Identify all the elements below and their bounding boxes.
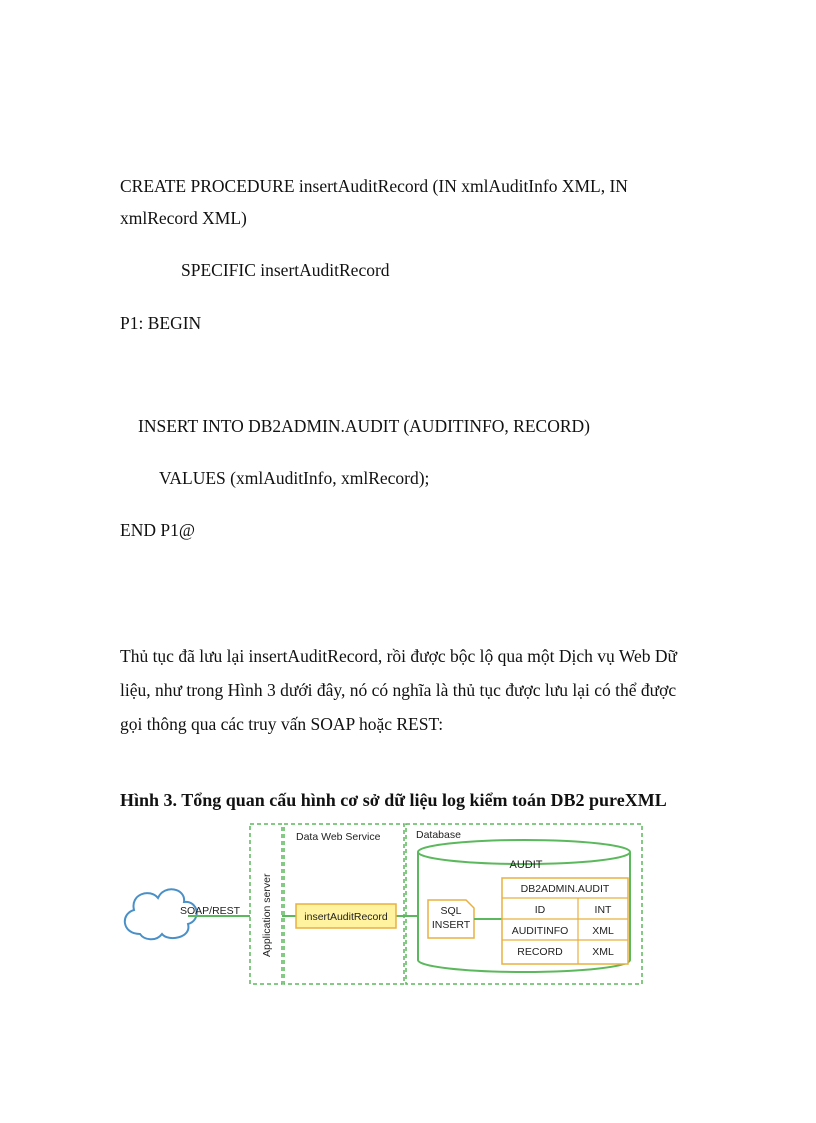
- code-line-1: CREATE PROCEDURE insertAuditRecord (IN xmlAuditInfo XML, IN: [120, 176, 628, 196]
- table-header: DB2ADMIN.AUDIT: [520, 883, 610, 895]
- code-line-6: VALUES (xmlAuditInfo, xmlRecord);: [159, 468, 430, 488]
- table-row-1-name: ID: [534, 904, 546, 916]
- sql-line-2: INSERT: [431, 919, 471, 931]
- table-row-3-type: XML: [592, 946, 614, 958]
- paragraph-line-3: gọi thông qua các truy vấn SOAP hoặc REST:: [120, 714, 444, 734]
- table-row-1-type: INT: [594, 904, 612, 916]
- app-server-label: Application server: [261, 873, 273, 957]
- table-row-3-name: RECORD: [517, 946, 563, 958]
- architecture-diagram: [118, 822, 648, 990]
- table-row-2-name: AUDITINFO: [511, 925, 569, 937]
- code-line-3: SPECIFIC insertAuditRecord: [181, 260, 390, 280]
- code-line-4: P1: BEGIN: [120, 313, 202, 333]
- audit-label: AUDIT: [509, 859, 543, 871]
- procedure-label: insertAuditRecord: [304, 911, 388, 923]
- table-row-2-type: XML: [592, 925, 614, 937]
- paragraph-line-2: liệu, như trong Hình 3 dưới đây, nó có nghĩa là thủ tục được lưu lại có thể được: [120, 680, 677, 700]
- sql-line-1: SQL: [440, 905, 462, 917]
- soap-rest-label: SOAP/REST: [180, 905, 241, 917]
- code-line-5: INSERT INTO DB2ADMIN.AUDIT (AUDITINFO, RECORD): [138, 416, 590, 436]
- code-line-7: END P1@: [120, 520, 195, 540]
- code-line-2: xmlRecord XML): [120, 208, 247, 228]
- figure-caption: Hình 3. Tổng quan cấu hình cơ sở dữ liệu log kiểm toán DB2 pureXML: [120, 790, 667, 810]
- paragraph-line-1: Thủ tục đã lưu lại insertAuditRecord, rồi được bộc lộ qua một Dịch vụ Web Dữ: [120, 646, 677, 666]
- database-label: Database: [416, 829, 461, 841]
- dws-label: Data Web Service: [296, 831, 381, 843]
